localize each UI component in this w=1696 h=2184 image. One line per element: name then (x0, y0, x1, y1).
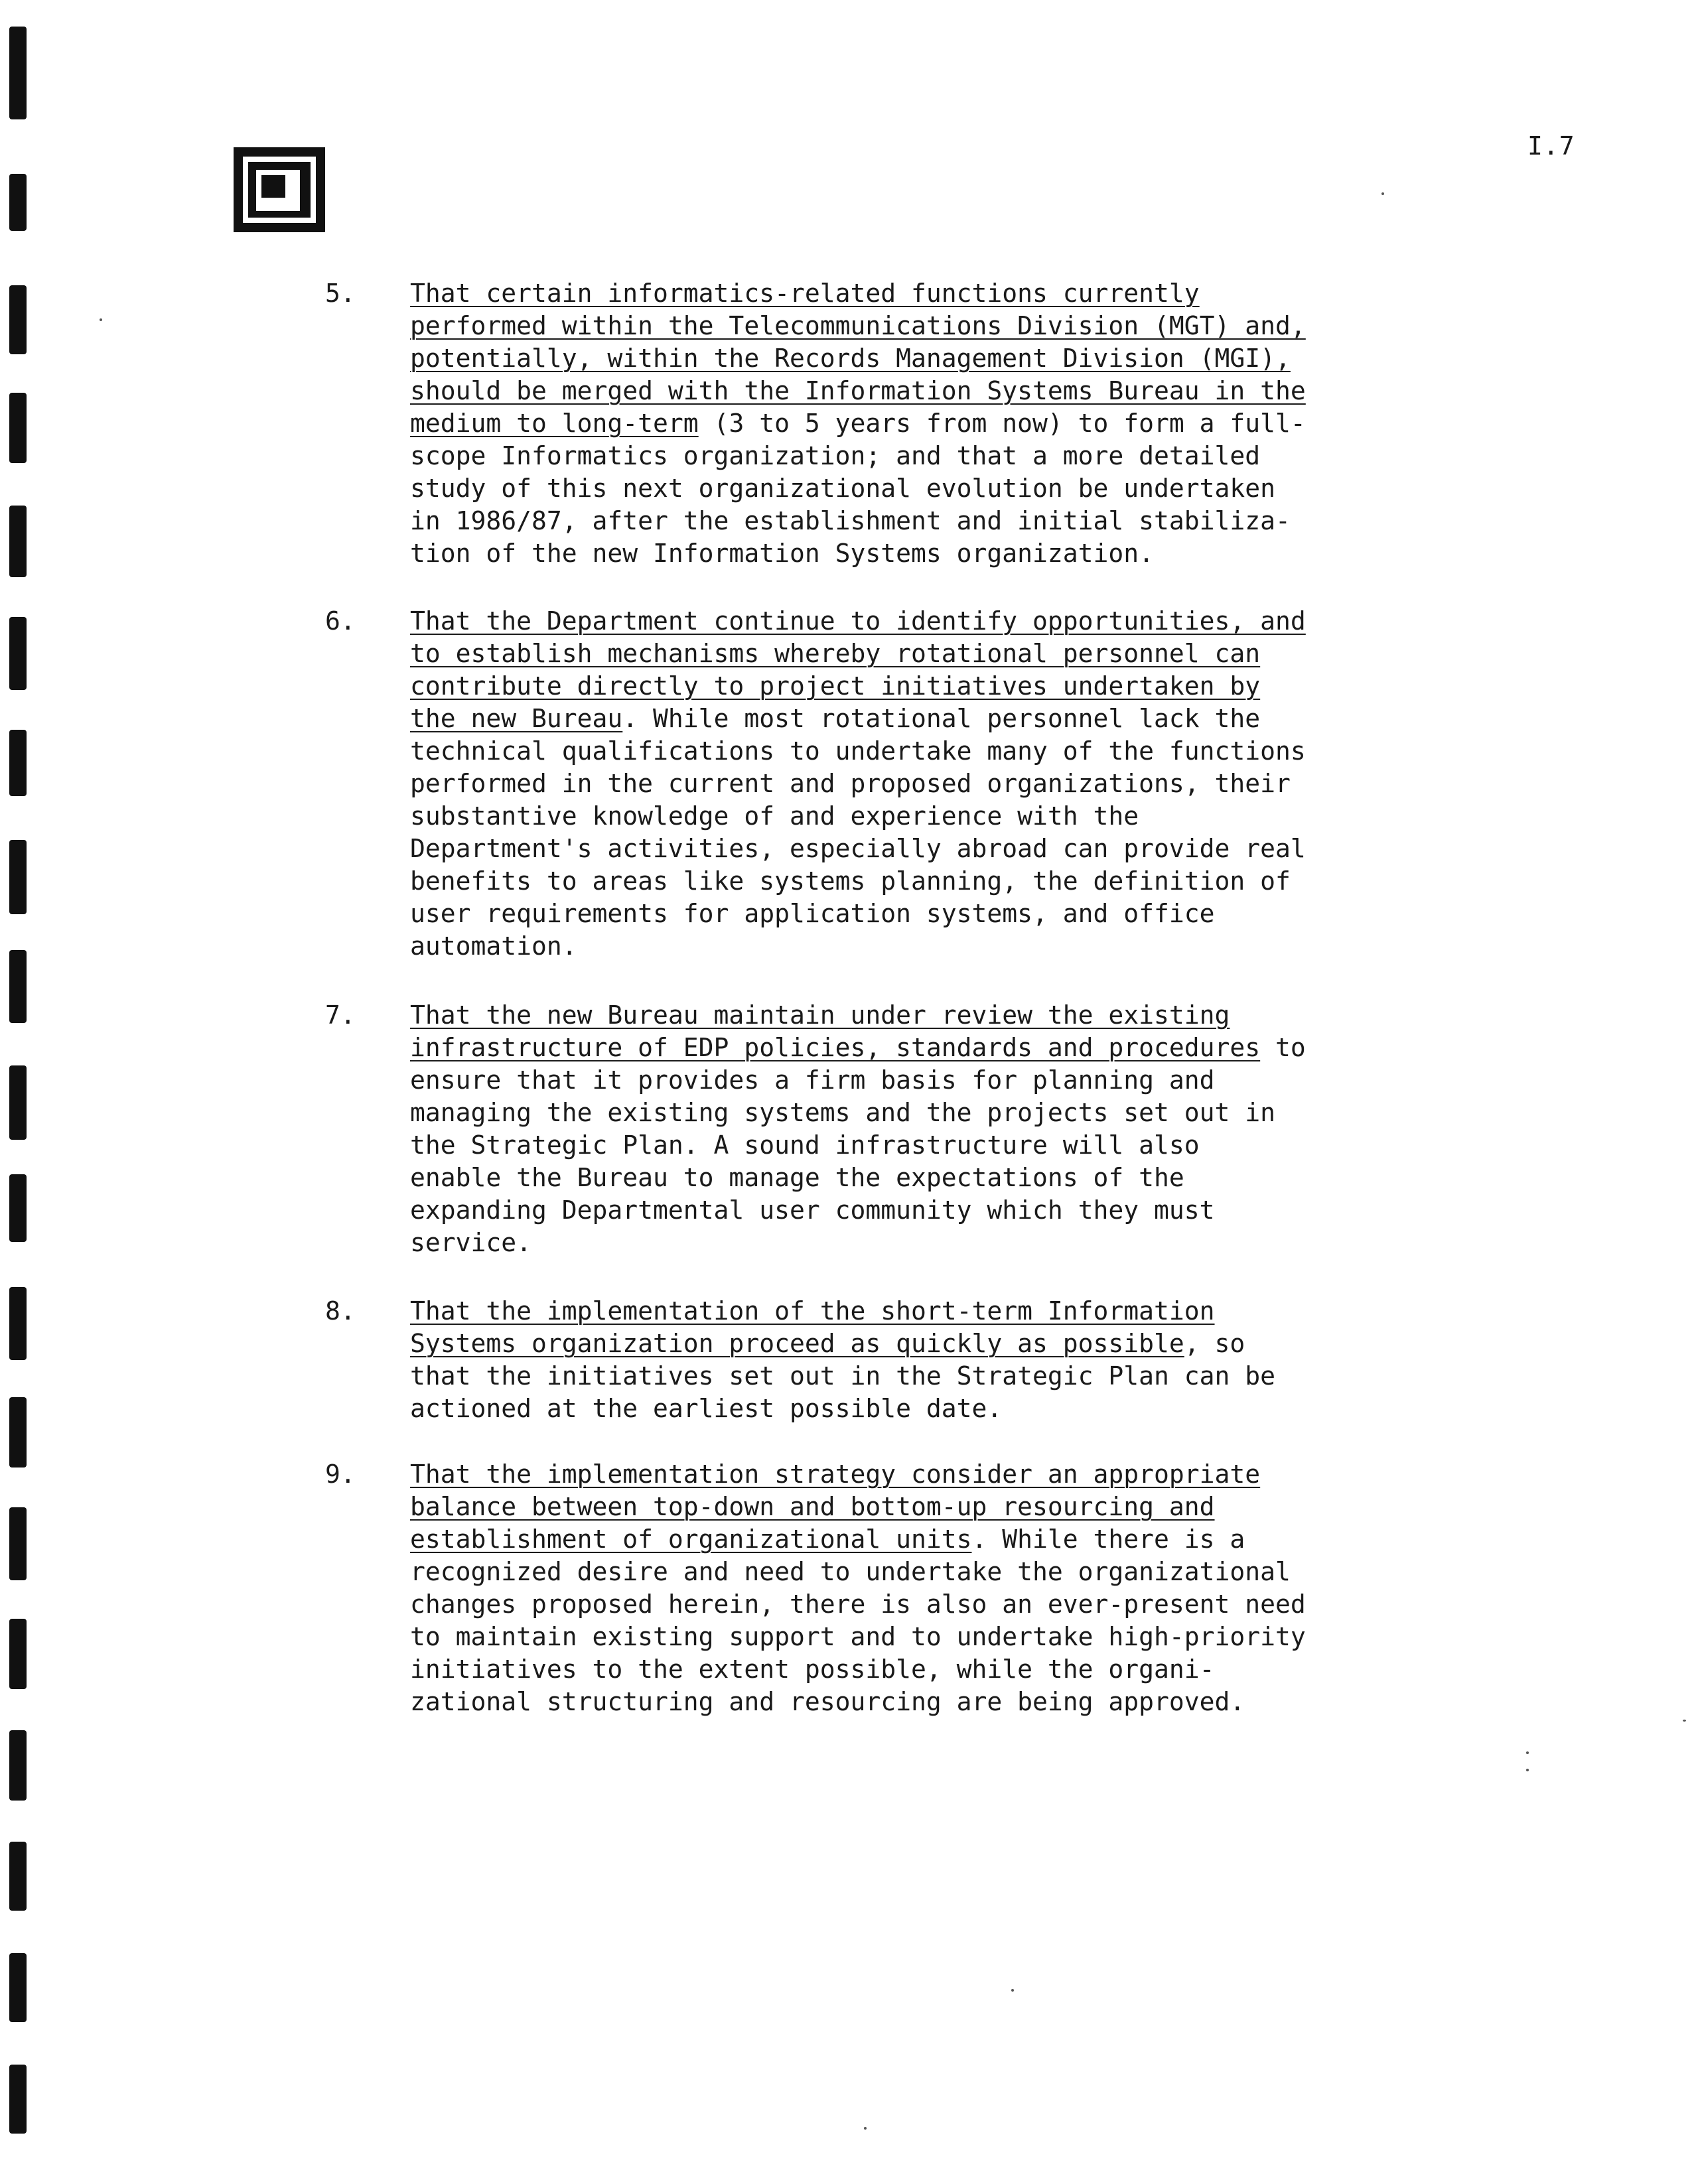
item-underlined-text: That certain informatics-related functions currently performed within the Telecommunications Division (MGT) and, potentially, within the Records Management Division (MGI), should be merged with the Information Systems Bureau in the medium to long-term (410, 279, 1306, 438)
item-number: 9. (325, 1460, 356, 1489)
item-number: 8. (325, 1296, 356, 1326)
item-text (410, 1458, 1405, 1718)
scan-speck (1526, 1751, 1529, 1754)
item-text (410, 277, 1405, 570)
item-rest-text: (3 to 5 years from now) to form a full- scope Informatics organization; and that a more detailed study of this next organizational evolution be undertaken in 1986/87, after the establishment and initial stabiliza- tion of the new Information Systems organization. (410, 409, 1306, 568)
item-number: 5. (325, 279, 356, 308)
item-text (410, 999, 1405, 1259)
scan-speck (1526, 1769, 1529, 1771)
item-text (410, 1295, 1405, 1425)
item-rest-text: . While most rotational personnel lack the technical qualifications to undertake many of the functions performed in the current and proposed organizations, their substantive knowledge of and experience with the Department's activities, especially abroad can provide real benefits to areas like systems planning, the definition of user requirements for application systems, and office automation. (410, 704, 1306, 961)
item-number: 6. (325, 606, 356, 636)
item-rest-text: , so that the initiatives set out in the Strategic Plan can be actioned at the earliest possible date. (410, 1329, 1276, 1423)
scan-speck (1683, 1720, 1686, 1722)
scan-speck (1381, 192, 1384, 195)
item-underlined-text: That the implementation strategy consider an appropriate balance between top-down and bottom-up resourcing and establishment of organizational units (410, 1460, 1261, 1554)
item-underlined-text: That the Department continue to identify opportunities, and to establish mechanisms whereby rotational personnel can contribute directly to project initiatives undertaken by the new Bureau (410, 606, 1306, 733)
item-underlined-text: That the new Bureau maintain under review the existing infrastructure of EDP policies, standards and procedures (410, 1000, 1261, 1062)
scan-speck (864, 2127, 867, 2130)
scan-speck (100, 318, 102, 321)
item-text (410, 605, 1405, 963)
page-number: I.7 (1527, 131, 1575, 161)
item-number: 7. (325, 1000, 356, 1030)
item-rest-text: . While there is a recognized desire and need to undertake the organizational changes proposed herein, there is also an ever-present need to maintain existing support and to undertake high-priority initiatives to the extent possible, while the organi- zational structuring and resourcing are being approved. (410, 1525, 1306, 1716)
item-underlined-text: That the implementation of the short-term Information Systems organization proceed as quickly as possible (410, 1296, 1215, 1358)
scan-speck (1011, 1989, 1014, 1992)
item-rest-text: to ensure that it provides a firm basis for planning and managing the existing systems and the projects set out in the Strategic Plan. A sound infrastructure will also enable the Bureau to manage the expectations of the expanding Departmental user community which they must service. (410, 1033, 1306, 1257)
